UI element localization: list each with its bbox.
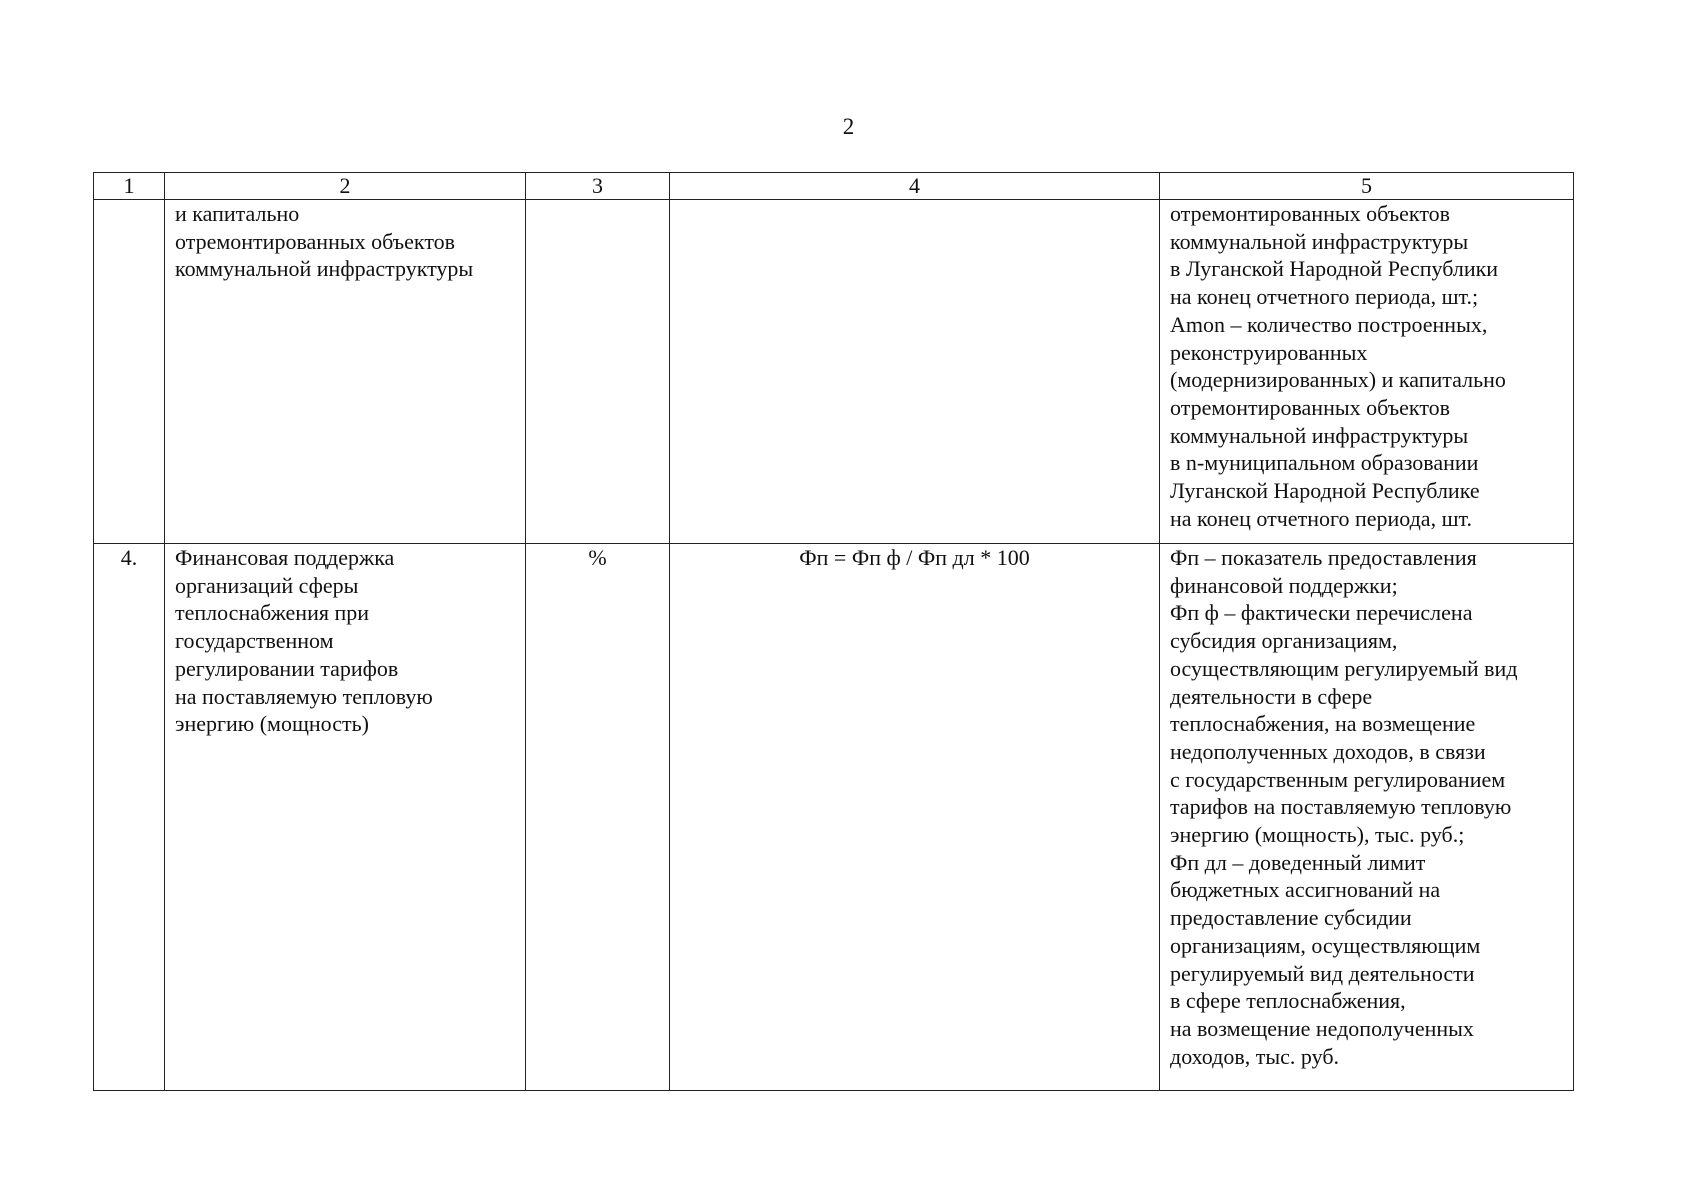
header-row xyxy=(94,173,1574,200)
table-row xyxy=(94,200,1574,544)
indicator-name: и капитально отремонтированных объектов коммунальной инфраструктуры xyxy=(165,200,526,544)
header-col-4: 4 xyxy=(670,173,1160,200)
indicator-name: Финансовая поддержка организаций сферы теплоснабжения при государственном регулировании тарифов на поставляемую тепловую энергию (мощность) xyxy=(165,544,526,1091)
unit-of-measure: % xyxy=(526,544,670,1091)
header-col-1: 1 xyxy=(94,173,165,200)
calculation-formula: Фп = Фп ф / Фп дл * 100 xyxy=(670,544,1160,1091)
table-header xyxy=(94,173,1574,200)
row-number xyxy=(94,200,165,544)
row-number: 4. xyxy=(94,544,165,1091)
formula-description: Фп – показатель предоставления финансовой поддержки; Фп ф – фактически перечислена субсидия организациям, осуществляющим регулируемый вид деятельности в сфере теплоснабжения, на возмещение недополученных доходов, в связи с государственным регулированием тарифов на поставляемую тепловую энергию (мощность), тыс. руб.; Фп дл – доведенный лимит бюджетных ассигнований на предоставление субсидии организациям, осуществляющим регулируемый вид деятельности в сфере теплоснабжения, на возмещение недополученных доходов, тыс. руб. xyxy=(1160,544,1574,1091)
formula-description: отремонтированных объектов коммунальной инфраструктуры в Луганской Народной Республики на конец отчетного периода, шт.; Amon – количество построенных, реконструированных (модернизированных) и капитально отремонтированных объектов коммунальной инфраструктуры в n-муниципальном образовании Луганской Народной Республике на конец отчетного периода, шт. xyxy=(1160,200,1574,544)
page-number: 2 xyxy=(842,114,855,139)
unit-of-measure xyxy=(526,200,670,544)
calculation-formula xyxy=(670,200,1160,544)
header-col-3: 3 xyxy=(526,173,670,200)
table-row xyxy=(94,544,1574,1091)
header-col-2: 2 xyxy=(165,173,526,200)
indicators-table xyxy=(93,172,1574,1091)
header-col-5: 5 xyxy=(1160,173,1574,200)
